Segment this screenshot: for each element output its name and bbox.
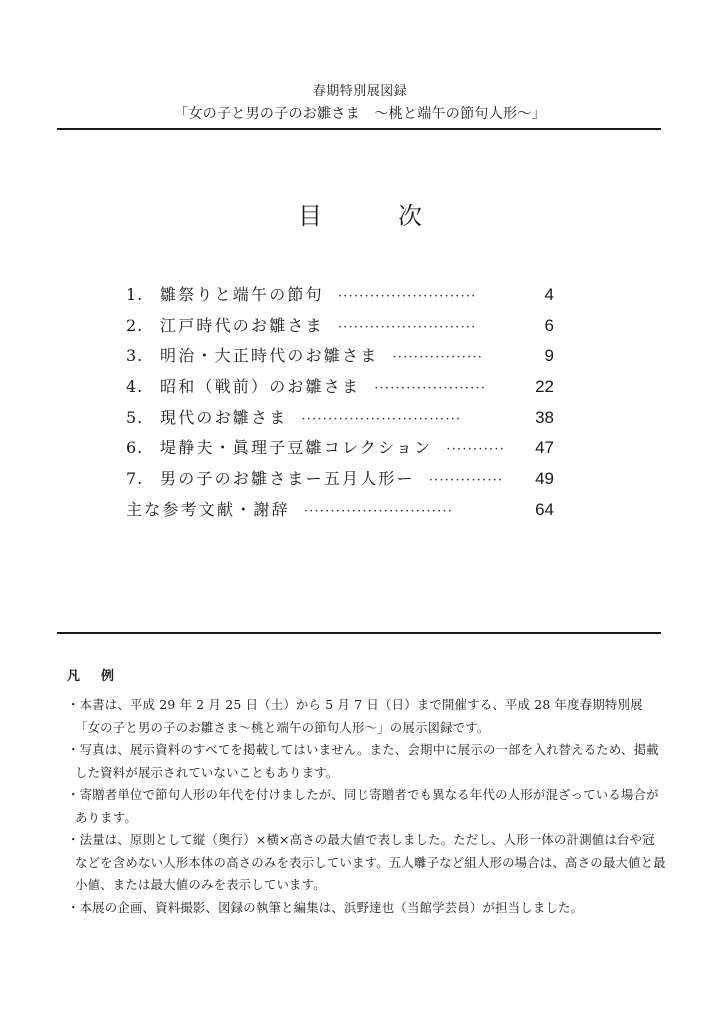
note-item: ・法量は、原則として縦（奥行）×横×高さの最大値で表しました。ただし、人形一体の計測値は台や冠などを含めない人形本体の高さのみを表示しています。五人囃子など組人形の場合は、高さの最大値と最小値、または最大値のみを表示しています。 [67, 832, 666, 892]
toc-leader-dots: ··········· [446, 442, 506, 458]
toc-item-page: 49 [535, 469, 554, 489]
toc-item-title: 主な参考文献・謝辞 [126, 499, 290, 519]
toc-item [126, 282, 554, 313]
toc-item-title: 江戸時代のお雛さま [160, 315, 324, 335]
toc-item-page: 4 [544, 285, 554, 304]
toc-leader-dots: ····················· [374, 381, 487, 397]
toc-item [126, 374, 554, 405]
toc-item-number: 4. [126, 377, 144, 397]
toc-item-number: 3. [126, 346, 144, 366]
toc-item-title: 昭和（戦前）のお雛さま [160, 377, 361, 397]
toc-item-title: 堤静夫・眞理子豆雛コレクション [160, 438, 433, 458]
toc-item-page: 47 [535, 438, 554, 458]
toc-item-page: 64 [535, 499, 554, 519]
table-of-contents [126, 282, 554, 528]
toc-item-number: 5. [126, 407, 144, 427]
toc-leader-dots: ···························· [303, 503, 454, 519]
toc-item [126, 435, 554, 466]
toc-item-page: 38 [535, 407, 554, 427]
toc-item-title: 現代のお雛さま [160, 407, 288, 427]
toc-item [126, 343, 554, 374]
toc-item [126, 405, 554, 436]
toc-leader-dots: ·························· [337, 319, 477, 335]
bottom-divider [57, 632, 661, 634]
note-item: ・本書は、平成 29 年 2 月 25 日（土）から 5 月 7 日（日）まで開催する、平成 28 年度春期特別展「女の子と男の子のお雛さま～桃と端午の節句人形～」の展示図録です。 [67, 697, 643, 735]
top-divider [57, 128, 661, 130]
toc-item-page: 22 [535, 377, 554, 397]
toc-item-page: 6 [544, 315, 554, 335]
toc-leader-dots: ················· [392, 350, 484, 366]
catalog-subtitle: 春期特別展図録 [312, 84, 408, 99]
toc-item-number: 7. [126, 469, 144, 489]
toc-leader-dots: ·············· [428, 473, 504, 489]
catalog-title: 「女の子と男の子のお雛さま ～桃と端午の節句人形～」 [174, 106, 546, 122]
toc-item [126, 313, 554, 344]
toc-item [126, 466, 554, 497]
toc-heading: 目 次 [298, 202, 448, 230]
toc-item [126, 497, 554, 528]
toc-item-title: 男の子のお雛さまー五月人形ー [160, 469, 415, 489]
toc-item-page: 9 [544, 346, 554, 366]
toc-item-number: 1. [126, 285, 144, 304]
toc-item-title: 雛祭りと端午の節句 [160, 285, 324, 304]
note-item: ・寄贈者単位で節句人形の年代を付けましたが、同じ寄贈者でも異なる年代の人形が混ざっている場合があります。 [67, 787, 659, 825]
notes-title: 凡 例 [67, 669, 119, 684]
toc-item-number: 2. [126, 315, 144, 335]
toc-item-number: 6. [126, 438, 144, 458]
note-item: ・写真は、展示資料のすべてを掲載してはいません。また、会期中に展示の一部を入れ替えるため、掲載した資料が展示されていないこともあります。 [67, 742, 659, 780]
toc-leader-dots: ······························ [301, 411, 462, 427]
explanatory-notes [67, 665, 667, 919]
toc-leader-dots: ·························· [337, 289, 477, 304]
toc-item-title: 明治・大正時代のお雛さま [160, 346, 379, 366]
note-item: ・本展の企画、資料撮影、図録の執筆と編集は、浜野達也（当館学芸員）が担当しました。 [67, 899, 584, 915]
notes-list [67, 694, 667, 919]
